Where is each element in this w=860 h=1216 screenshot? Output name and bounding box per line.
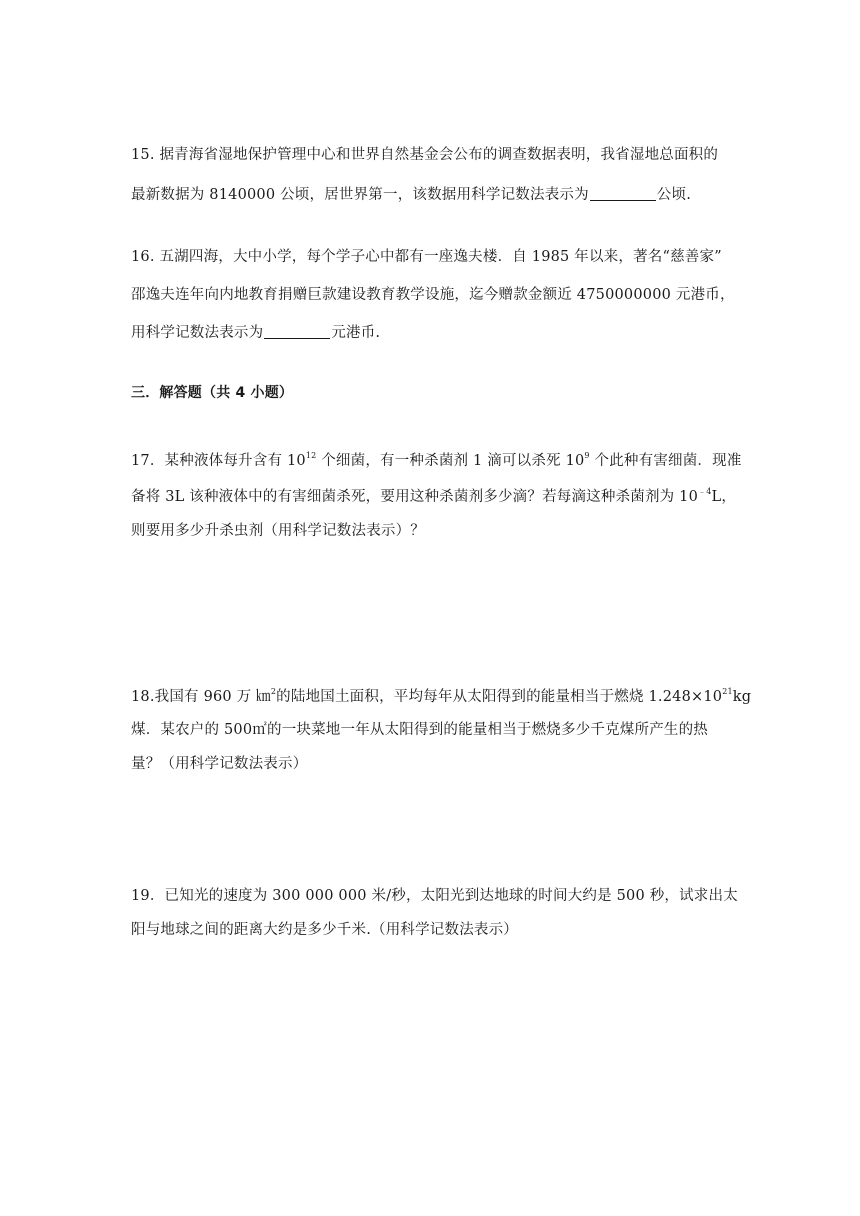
q17-text-1b: 个细菌，有一种杀菌剂 1 滴可以杀死 10: [316, 453, 585, 469]
q16-line-2: [131, 285, 735, 305]
q18-exp-2: 21: [722, 687, 733, 696]
q16-text-2: 邵逸夫连年向内地教育捐赠巨款建设教育教学设施，迄今赠款金额近 4750000000 元港币，: [131, 287, 735, 303]
q17-line-3: [131, 521, 425, 541]
q18-line-2: [131, 720, 708, 740]
q19-text-2: 阳与地球之间的距离大约是多少千米.（用科学记数法表示）: [131, 922, 519, 938]
q18-line-1: [131, 687, 751, 707]
q19-line-2: [131, 920, 518, 940]
q17-line-1: [131, 451, 742, 471]
q18-text-3: 量？（用科学记数法表示）: [131, 756, 308, 772]
q15-text-2b: 公顷.: [656, 187, 692, 203]
q19-line-1: [131, 886, 738, 906]
q17-line-2: [131, 487, 736, 507]
q16-text-3b: 元港币.: [331, 325, 381, 341]
section-title: 三．解答题（共 4 小题）: [131, 385, 294, 401]
q18-text-1a: 18.我国有 960 万 ㎞: [131, 689, 271, 705]
q15-text-2a: 最新数据为 8140000 公顷，居世界第一，该数据用科学记数法表示为: [131, 187, 589, 203]
q18-text-1b: 的陆地国土面积，平均每年从太阳得到的能量相当于燃烧 1.248×10: [276, 689, 723, 705]
q16-text-3a: 用科学记数法表示为: [131, 325, 264, 341]
q17-exp-1: 12: [305, 451, 317, 460]
q19-text-1: 19．已知光的速度为 300 000 000 米/秒，太阳光到达地球的时间大约是 500 秒，试求出太: [131, 888, 738, 904]
q18-exp-1: 2: [270, 687, 277, 696]
q16-line-3: [131, 323, 380, 343]
q16-line-1: [131, 247, 722, 267]
q17-text-2a: 备将 3L 该种液体中的有害细菌杀死，要用这种杀菌剂多少滴？若每滴这种杀菌剂为 10: [131, 489, 699, 505]
q17-text-1a: 17．某种液体每升含有 10: [131, 453, 306, 469]
q17-exp-3: ﹣4: [698, 487, 712, 496]
q15-answer-blank[interactable]: [590, 186, 656, 201]
q15-line-1: [131, 145, 718, 165]
q18-line-3: [131, 754, 307, 774]
q17-text-2b: L，: [711, 489, 737, 505]
q18-text-2a: 煤．某农户的 500㎡: [131, 722, 267, 738]
section-heading: [131, 383, 293, 403]
q18-text-1c: kg: [732, 689, 752, 705]
q17-text-3: 则要用多少升杀虫剂（用科学记数法表示）？: [131, 523, 425, 539]
q18-text-2b: 的一块菜地一年从太阳得到的能量相当于燃烧多少千克煤所产生的热: [267, 722, 708, 738]
q17-text-1c: 个此种有害细菌．现准: [589, 453, 742, 469]
q17-exp-2: 9: [584, 451, 590, 460]
q16-text-1: 16. 五湖四海，大中小学，每个学子心中都有一座逸夫楼．自 1985 年以来，著名“慈善家”: [131, 249, 722, 265]
q15-line-2: [131, 185, 691, 205]
q16-answer-blank[interactable]: [264, 324, 330, 339]
q15-text-1: 15. 据青海省湿地保护管理中心和世界自然基金会公布的调查数据表明，我省湿地总面积的: [131, 147, 719, 163]
